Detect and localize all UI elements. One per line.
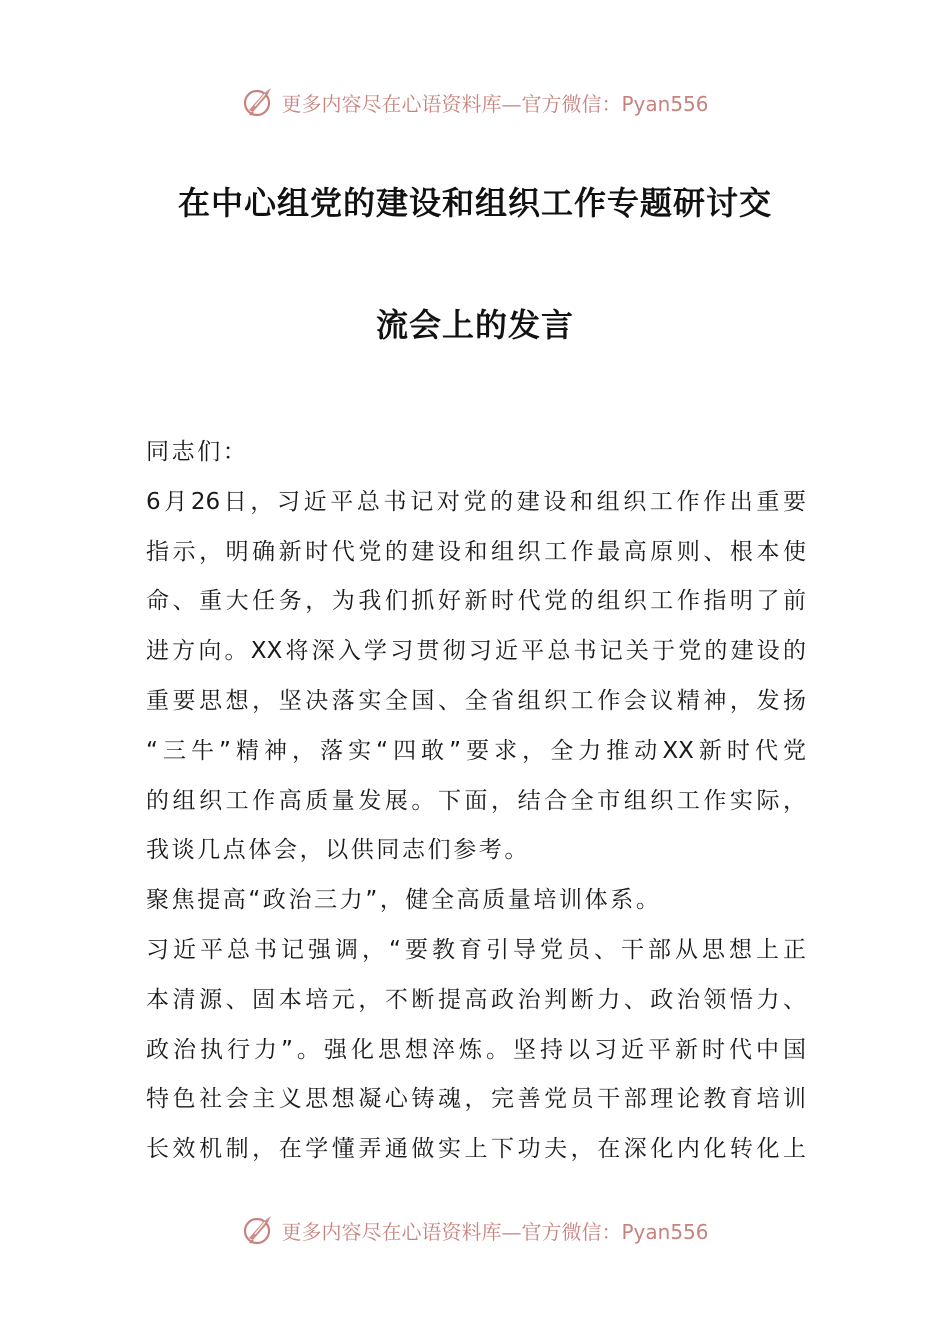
section-heading: 聚焦提高“政治三力”，健全高质量培训体系。 [146,887,662,914]
document-title-line-1: 在中心组党的建设和组织工作专题研讨交 [177,184,772,222]
document-body [146,428,806,1175]
body-line: “三牛”精神，落实“四敢”要求，全力推动XX新时代党 [146,737,806,764]
body-line: 特色社会主义思想凝心铸魂，完善党员干部理论教育培训 [146,1086,806,1113]
body-line: 重要思想，坚决落实全国、全省组织工作会议精神，发扬 [146,687,806,714]
body-line: 6月26日，习近平总书记对党的建设和组织工作作出重要 [146,488,806,515]
watermark-text: 更多内容尽在心语资料库—官方微信：Pyan556 [281,91,709,116]
body-line: 我谈几点体会，以供同志们参考。 [146,837,530,864]
body-line: 指示，明确新时代党的建设和组织工作最高原则、根本使 [146,538,806,565]
quill-logo-icon [241,84,277,120]
body-line: 长效机制，在学懂弄通做实上下功夫，在深化内化转化上 [146,1136,806,1163]
wechat-id: Pyan556 [621,1219,709,1244]
watermark-text: 更多内容尽在心语资料库—官方微信：Pyan556 [281,1219,709,1244]
body-line: 习近平总书记强调，“要教育引导党员、干部从思想上正 [146,936,806,963]
footer-watermark [0,1210,950,1250]
document-title-line-2: 流会上的发言 [375,306,574,344]
body-line: 的组织工作高质量发展。下面，结合全市组织工作实际， [146,787,806,814]
body-line: 进方向。XX将深入学习贯彻习近平总书记关于党的建设的 [146,638,806,665]
quill-logo-icon [241,1212,277,1248]
body-line: 命、重大任务，为我们抓好新时代党的组织工作指明了前 [146,588,806,615]
salutation: 同志们： [146,439,249,465]
wechat-id: Pyan556 [621,91,709,116]
header-watermark [0,82,950,122]
body-line: 政治执行力”。强化思想淬炼。坚持以习近平新时代中国 [146,1036,806,1063]
body-line: 本清源、固本培元，不断提高政治判断力、政治领悟力、 [146,986,806,1013]
